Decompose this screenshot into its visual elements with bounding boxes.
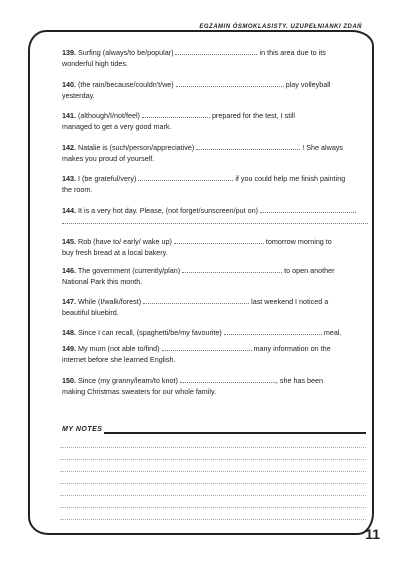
exercise-item: 141. (although/I/not/feel) prepared for the test, I still managed to get a very good mark. <box>62 111 296 131</box>
note-line[interactable] <box>60 447 366 448</box>
exercise-item: 143. I (be grateful/very) if you could help me finish painting the room. <box>62 174 346 194</box>
exercise-item: 144. It is a very hot day. Please, (not forget/sunscreen/put on) <box>62 205 372 227</box>
answer-gap[interactable] <box>142 111 210 118</box>
notes-title: MY NOTES <box>62 426 103 433</box>
exercise-item: 145. Rob (have to/ early/ wake up) tomorrow morning to buy fresh bread at a local bakery. <box>62 237 332 257</box>
exercise-item: 147. While (I/walk/forest) last weekend I noticed a beautiful bluebird. <box>62 297 329 317</box>
note-line[interactable] <box>60 471 366 472</box>
answer-gap[interactable] <box>196 143 300 150</box>
answer-gap[interactable] <box>162 344 252 351</box>
note-line[interactable] <box>60 483 366 484</box>
answer-gap[interactable] <box>224 328 322 335</box>
answer-gap[interactable] <box>174 237 264 244</box>
exercise-item: 148. Since I can recall, (spaghetti/be/my favourite) meal. <box>62 328 342 337</box>
note-line[interactable] <box>60 519 366 520</box>
exercise-item: 142. Natalie is (such/person/appreciative) ! She always makes you proud of yourself. <box>62 143 344 163</box>
exercise-item: 150. Since (my granny/learn/to knot) , she has been making Christmas sweaters for our whole family. <box>62 376 324 396</box>
note-line[interactable] <box>60 507 366 508</box>
note-line[interactable] <box>60 459 366 460</box>
exercise-item: 140. (the rain/because/couldn't/we) play volleyball yesterday. <box>62 80 331 100</box>
exercise-item: 146. The government (currently/plan) to open another National Park this month. <box>62 266 335 286</box>
answer-gap[interactable] <box>176 80 284 87</box>
exercise-item: 149. My mum (not able to/find) many information on the internet before she learned English. <box>62 344 331 364</box>
answer-gap[interactable] <box>182 266 282 273</box>
notes-divider <box>104 432 366 434</box>
exercise-item: 139. Surfing (always/to be/popular) in this area due to its wonderful high tides. <box>62 48 326 68</box>
answer-gap[interactable] <box>260 206 356 213</box>
answer-gap[interactable] <box>143 297 249 304</box>
answer-gap[interactable] <box>138 174 233 181</box>
answer-gap[interactable] <box>180 376 276 383</box>
answer-gap[interactable] <box>175 48 257 55</box>
note-line[interactable] <box>60 495 366 496</box>
header-title: EGZAMIN ÓSMOKLASISTY. UZUPEŁNIANKI ZDAŃ <box>195 24 366 30</box>
page-number: 11 <box>365 526 380 542</box>
answer-gap[interactable] <box>62 217 368 224</box>
